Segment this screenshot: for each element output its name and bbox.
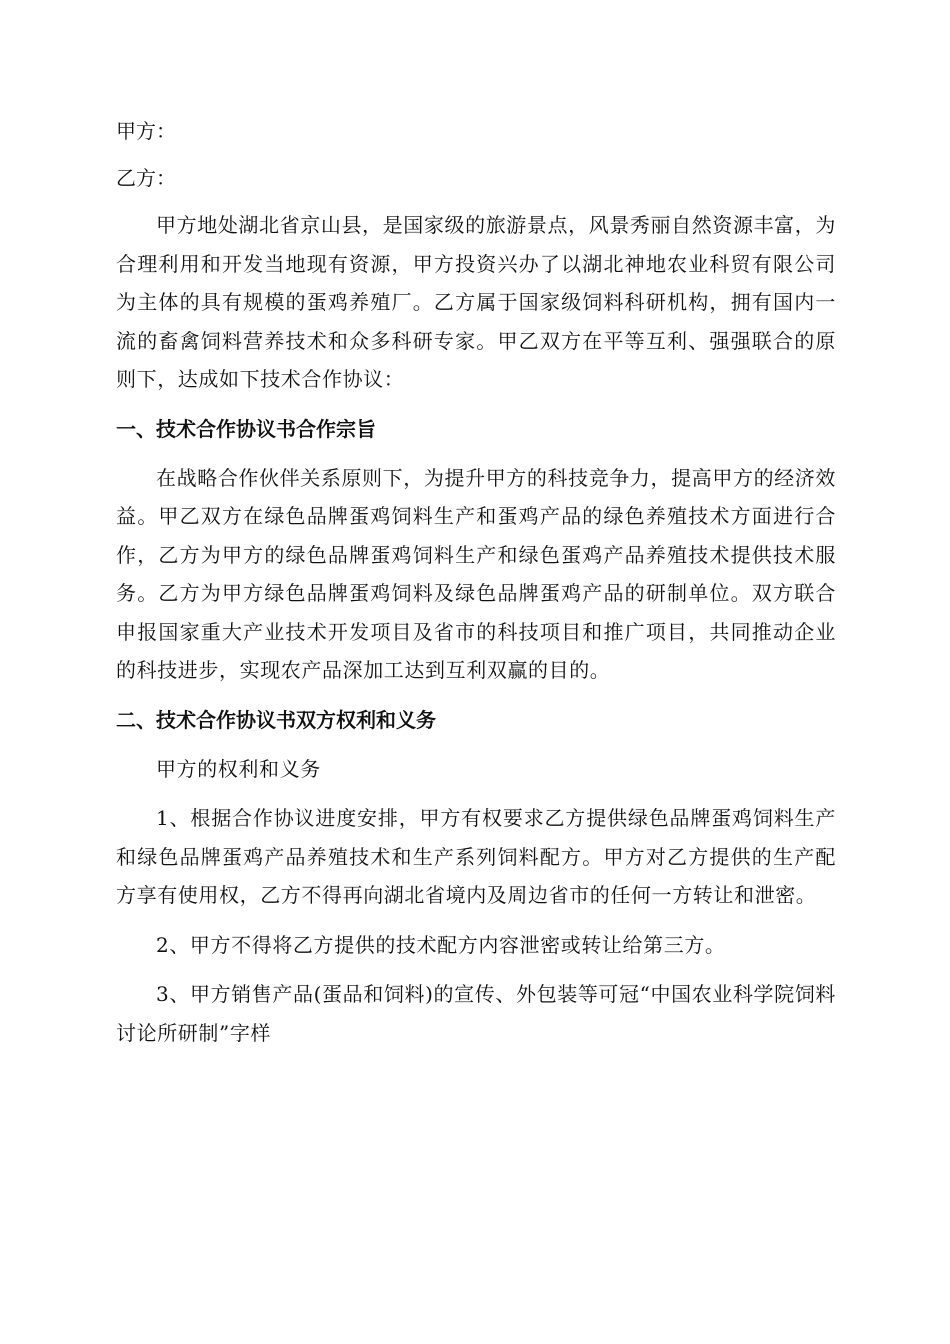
intro-paragraph: 甲方地处湖北省京山县，是国家级的旅游景点，风景秀丽自然资源丰富，为合理利用和开发当地现有资源，甲方投资兴办了以湖北神地农业科贸有限公司为主体的具有规模的蛋鸡养殖厂。乙方属于国家级饲料科研机构，拥有国内一流的畜禽饲料营养技术和众多科研专家。甲乙双方在平等互利、强强联合的原则下，达成如下技术合作协议： (116, 213, 836, 391)
section-2-item: 3、甲方销售产品(蛋品和饲料)的宣传、外包装等可冠“中国农业科学院饲料讨论所研制”字样 (116, 982, 836, 1045)
section-2-heading: 二、技术合作协议书双方权利和义务 (116, 707, 436, 732)
section-1-heading: 一、技术合作协议书合作宗旨 (116, 416, 376, 441)
section-2-item: 1、根据合作协议进度安排，甲方有权要求乙方提供绿色品牌蛋鸡饲料生产和绿色品牌蛋鸡产品养殖技术和生产系列饲料配方。甲方对乙方提供的生产配方享有使用权，乙方不得再向湖北省境内及周边省市的任何一方转让和泄密。 (116, 806, 836, 907)
section-2-subheading: 甲方的权利和义务 (156, 756, 321, 781)
party-b-label: 乙方： (116, 166, 176, 190)
party-a-label: 甲方： (116, 119, 176, 143)
section-2-item: 2、甲方不得将乙方提供的技术配方内容泄密或转让给第三方。 (156, 932, 726, 957)
document-page (116, 112, 836, 1063)
section-1-body: 在战略合作伙伴关系原则下，为提升甲方的科技竞争力，提高甲方的经济效益。甲乙双方在绿色品牌蛋鸡饲料生产和蛋鸡产品的绿色养殖技术方面进行合作，乙方为甲方的绿色品牌蛋鸡饲料生产和绿色蛋鸡产品养殖技术提供技术服务。乙方为甲方绿色品牌蛋鸡饲料及绿色品牌蛋鸡产品的研制单位。双方联合申报国家重大产业技术开发项目及省市的科技项目和推广项目，共同推动企业的科技进步，实现农产品深加工达到互利双赢的目的。 (116, 465, 836, 682)
